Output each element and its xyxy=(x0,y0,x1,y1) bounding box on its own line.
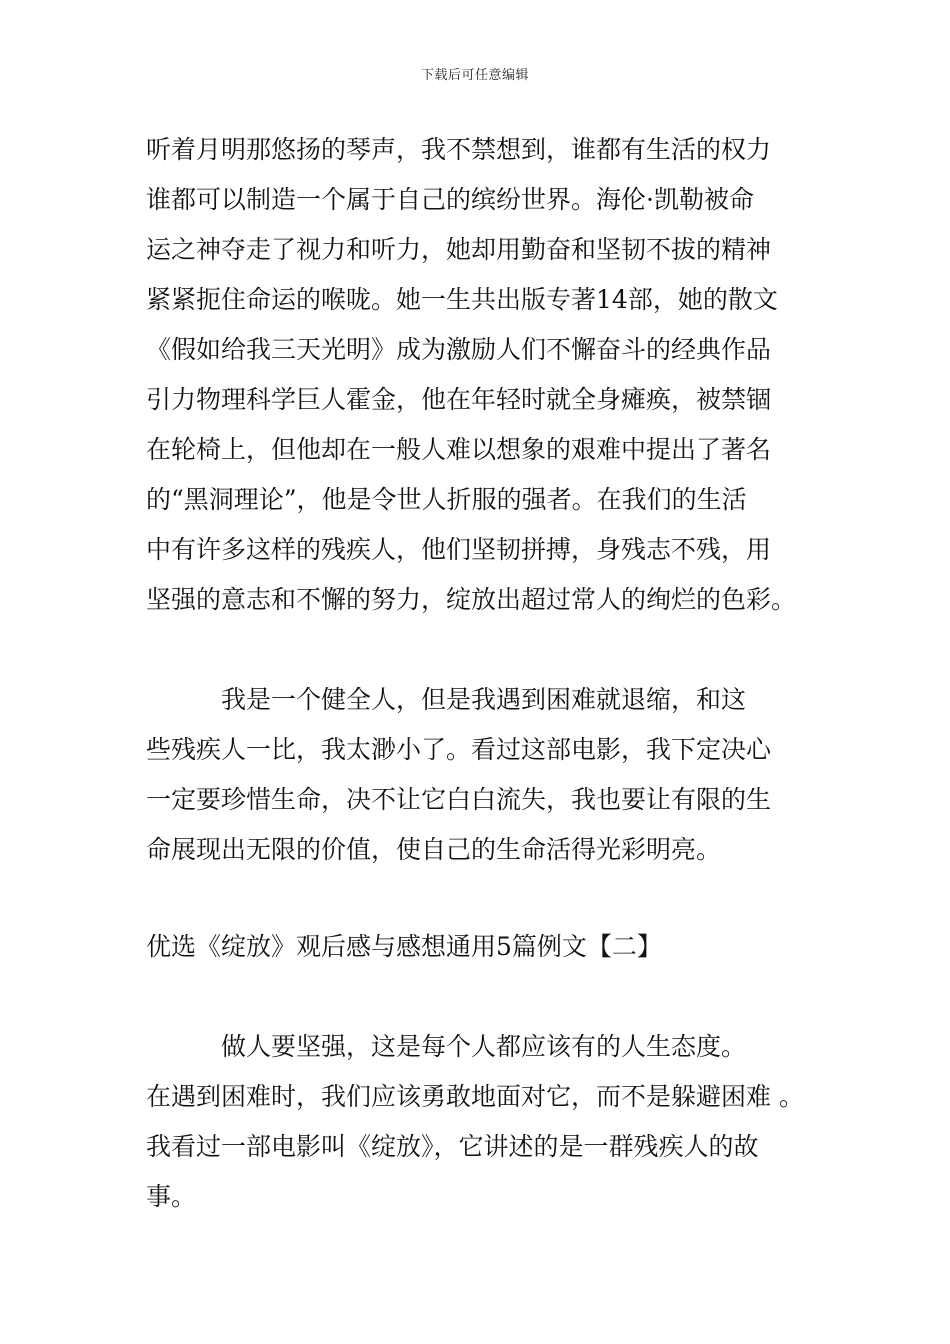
text-line: 在遇到困难时，我们应该勇敢地面对它，而不是躲避困难 。 xyxy=(146,1082,804,1111)
text-line: 谁都可以制造一个属于自己的缤纷世界。海伦·凯勒被命 xyxy=(146,185,754,214)
page-header: 下载后可任意编辑 xyxy=(420,68,529,83)
text-line: 引力物理科学巨人霍金，他在年轻时就全身瘫痪，被禁锢 xyxy=(146,385,772,414)
text-line: 紧紧扼住命运的喉咙。她一生共出版专著14部，她的散文 xyxy=(146,285,778,314)
text-line: 一定要珍惜生命，决不让它白白流失，我也要让有限的生 xyxy=(146,785,772,814)
text-line: 我是一个健全人，但是我遇到困难就退缩，和这 xyxy=(146,685,747,714)
text-line: 的“黑洞理论”，他是令世人折服的强者。在我们的生活 xyxy=(146,485,747,514)
text-line: 做人要坚强，这是每个人都应该有的人生态度。 xyxy=(146,1032,747,1061)
text-line: 些残疾人一比，我太渺小了。看过这部电影，我下定决心 xyxy=(146,735,772,764)
text-line: 坚强的意志和不懈的努力，绽放出超过常人的绚烂的色彩。 xyxy=(146,585,797,614)
text-line: 命展现出无限的价值，使自己的生命活得光彩明亮。 xyxy=(146,835,722,864)
text-line: 听着月明那悠扬的琴声，我不禁想到，谁都有生活的权力 xyxy=(146,135,772,164)
text-line: 事。 xyxy=(146,1182,197,1211)
text-line: 《假如给我三天光明》成为激励人们不懈奋斗的经典作品 xyxy=(146,335,772,364)
text-line: 运之神夺走了视力和听力，她却用勤奋和坚韧不拔的精神 xyxy=(146,235,772,264)
text-line: 我看过一部电影叫《绽放》，它讲述的是一群残疾人的故 xyxy=(146,1132,759,1161)
section-heading: 优选《绽放》观后感与感想通用5篇例文【二】 xyxy=(146,932,662,961)
text-line: 在轮椅上，但他却在一般人难以想象的艰难中提出了著名 xyxy=(146,435,772,464)
text-line: 中有许多这样的残疾人，他们坚韧拼搏，身残志不残，用 xyxy=(146,535,772,564)
